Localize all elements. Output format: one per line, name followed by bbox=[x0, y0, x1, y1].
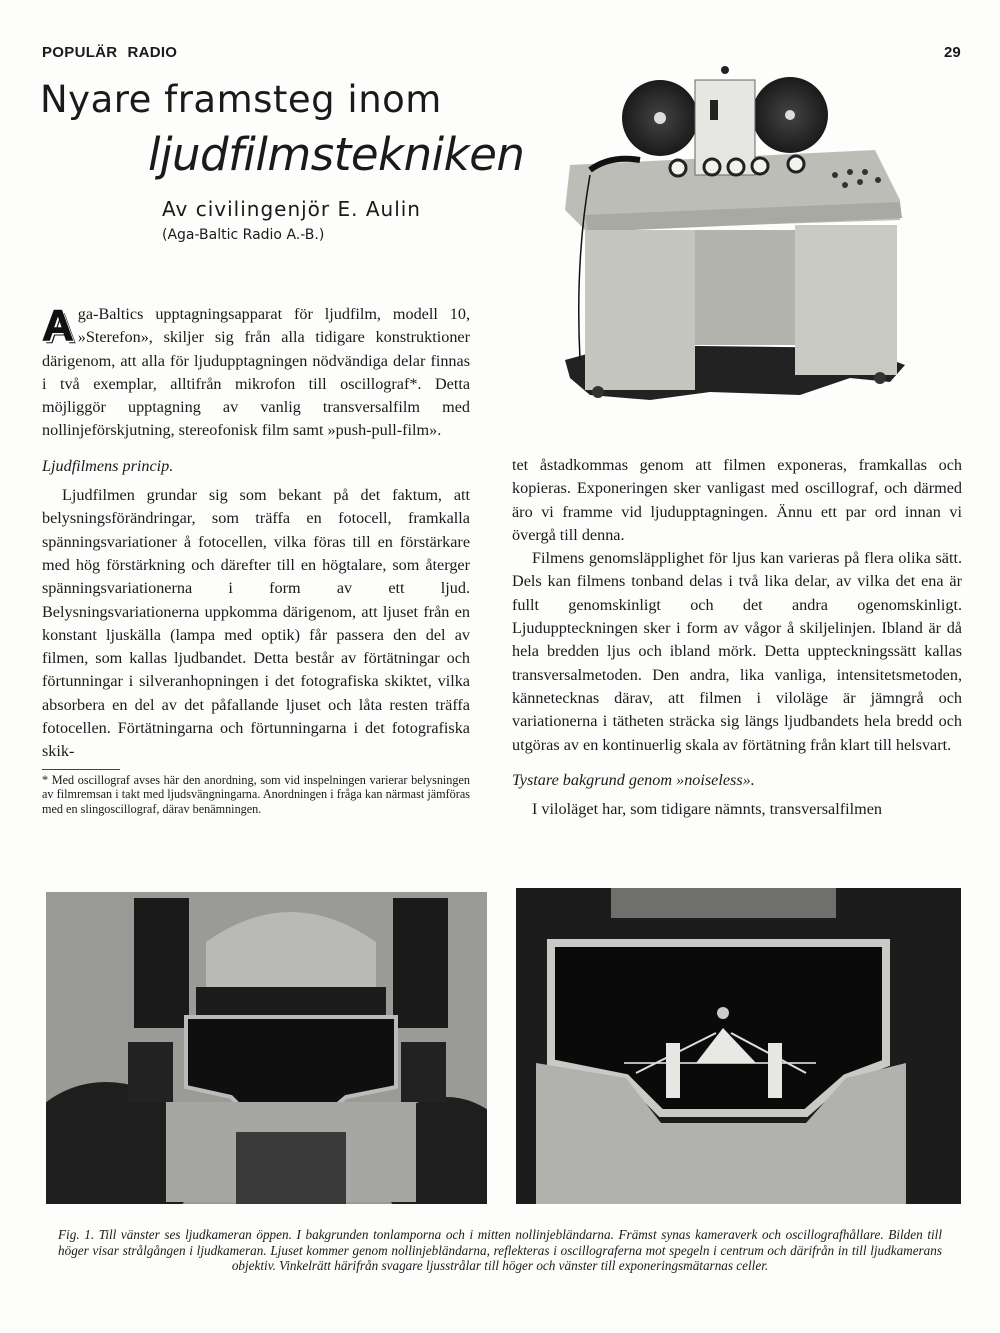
intro-paragraph bbox=[42, 303, 470, 443]
figure-caption: Fig. 1. Till vänster ses ljudkameran öppen. I bakgrunden tonlamporna och i mitten nollinjebländarna. Främst synas kameraverk och oscillografhållare. Bilden till höger visar strålgången i ljudkameran. Ljuset kommer genom nollinjebländarna, reflekteras i oscillograferna mot spegeln i centrum och därifrån in till ljudkamerans objektiv. Vinkelrätt härifrån svagare ljusstrålar till höger och vänster till exponeringsmätarnas celler. bbox=[58, 1227, 942, 1273]
article-title-line-2: ljudfilmstekniken bbox=[148, 128, 525, 181]
publication-word: RADIO bbox=[127, 44, 178, 61]
recording-console-illustration bbox=[560, 60, 920, 412]
author-affiliation: (Aga-Baltic Radio A.-B.) bbox=[162, 227, 325, 243]
sound-camera-light-path-photo bbox=[516, 888, 961, 1204]
publication-word: POPULÄR bbox=[42, 44, 118, 61]
article-byline: Av civilingenjör E. Aulin bbox=[162, 197, 421, 221]
drop-cap: A bbox=[42, 301, 74, 350]
footnote-divider bbox=[42, 769, 120, 770]
section-heading-noiseless: Tystare bakgrund genom »noiseless». bbox=[512, 770, 755, 789]
machine-photo bbox=[560, 60, 920, 412]
sound-camera-open-photo bbox=[46, 892, 487, 1204]
body-paragraph: Filmens genomsläpplighet för ljus kan varieras på flera olika sätt. Dels kan filmens tonband delas i två lika delar, av vilka det ena är fullt genomskinligt och det andra ogenomskinligt. Ljuduppteckningen sker i form av vågor å skiljelinjen. Ibland är då hela bredden ljus och ibland mörk. Detta uppteckningssätt kallas transversalmetoden. Den andra, lika vanliga, intensitetsmetoden, kännetecknas därav, att filmen i viloläge är jämngrå och variationerna i tätheten sträcka sig längs ljudbandets hela bredd och utgöras av en kontinuerlig skala av förtätning från klart till helsvart. bbox=[512, 549, 962, 754]
body-paragraph-continued: tet åstadkommas genom att filmen exponeras, framkallas och kopieras. Exponeringen sker vanligast med oscillograf, och därmed äro vi framme vid ljudupptagningen. Ännu ett par ord innan vi övergå till denna. bbox=[512, 456, 962, 544]
section-heading-principle: Ljudfilmens princip. bbox=[42, 456, 174, 475]
article-column-right bbox=[512, 454, 962, 821]
article-title-line-1: Nyare framsteg inom bbox=[40, 78, 442, 121]
publication-name bbox=[42, 44, 187, 61]
footnote: * Med oscillograf avses här den anordning, som vid inspelningen varierar belysningen av filmremsan i takt med ljudsvängningarna. Anordningen i fråga kan närmast jämföras med en slingoscillograf, därav benämningen. bbox=[42, 772, 470, 816]
light-path-illustration bbox=[516, 888, 961, 1204]
intro-text: ga-Baltics upptagningsapparat för ljudfilm, modell 10, »Sterefon», skiljer sig från alla tidigare konstruktioner därigenom, att alla för ljudupptagningen nödvändiga delar finnas i två exemplar, alltifrån mikrofon till oscillograf*. Detta möjliggör upptagning av vanlig transversalfilm med nollinjeförskjutning, stereofonisk film samt »push-pull-film». bbox=[42, 305, 470, 440]
page-number: 29 bbox=[944, 44, 961, 61]
body-paragraph: I viloläget har, som tidigare nämnts, transversalfilmen bbox=[532, 800, 882, 819]
article-column-left bbox=[42, 303, 470, 816]
sound-camera-open-illustration bbox=[46, 892, 487, 1204]
body-paragraph: Ljudfilmen grundar sig som bekant på det faktum, att belysningsförändringar, som träffa en fotocell, framkalla spänningsvariationer å fotocellen, vilka föras till en förstärkare med hög förstärkning och därefter till en högtalare, som återger spänningsvariationerna i form av ett ljud. Belysningsvariationerna uppkomma därigenom, att ljuset från en konstant ljuskälla (lampa med optik) får passera den del av filmen, som kallas ljudbandet. Detta består av förtätningar och förtunningar i silveranhopningen i det fotografiska skiktet, vilka absorbera en del av det påfallande ljuset och låta resten träffa fotocellen. Förtätningarna och förtunningarna i det fotografiska skik- bbox=[42, 486, 470, 761]
